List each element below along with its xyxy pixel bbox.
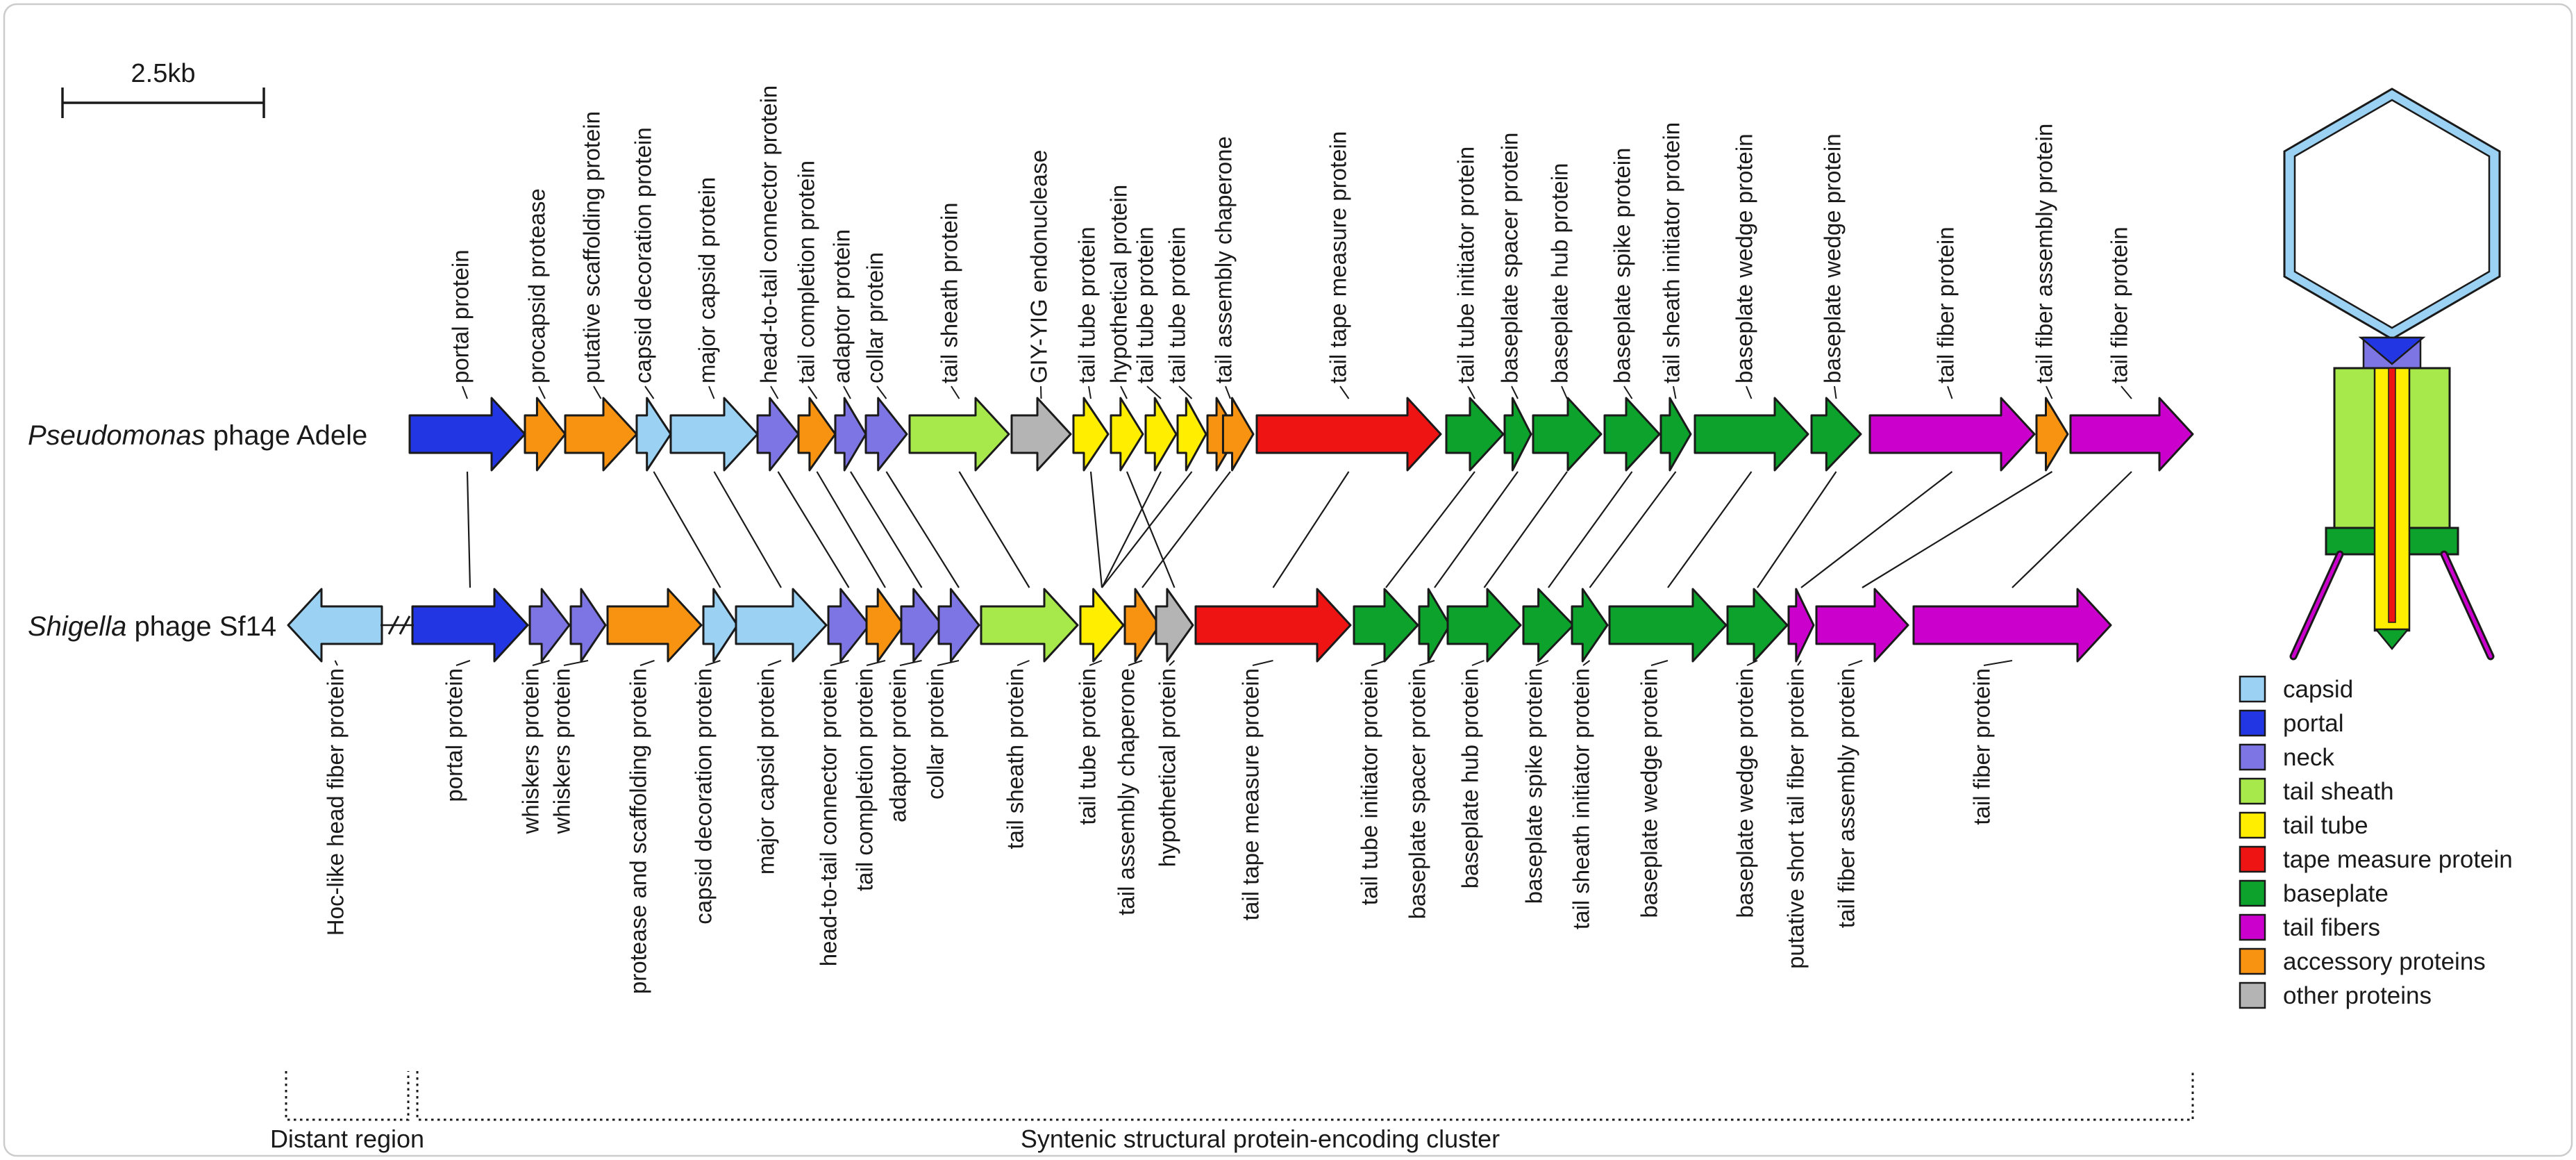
gene-label: baseplate wedge protein	[1636, 668, 1662, 918]
gene-label: putative short tail fiber protein	[1782, 668, 1809, 969]
legend-swatch	[2240, 779, 2265, 804]
gene-label: tail fiber protein	[2106, 226, 2132, 383]
gene-label: tail completion protein	[793, 160, 819, 383]
legend-swatch	[2240, 949, 2265, 974]
gene-label: baseplate wedge protein	[1819, 133, 1846, 383]
gene-label: protease and scaffolding protein	[625, 668, 651, 995]
legend-label: accessory proteins	[2283, 948, 2486, 975]
gene-label: putative scaffolding protein	[578, 111, 605, 383]
bracket-label: Syntenic structural protein-encoding cluster	[1020, 1125, 1500, 1153]
legend-label: tail sheath	[2283, 778, 2394, 805]
label-leader-line	[1041, 386, 1042, 399]
gene-label: capsid decoration protein	[630, 127, 656, 383]
gene-label: tail fiber protein	[1932, 226, 1959, 383]
legend-swatch	[2240, 915, 2265, 940]
gene-label: tail assembly chaperone	[1113, 668, 1139, 915]
gene-label: baseplate spacer protein	[1496, 132, 1523, 383]
legend-swatch	[2240, 881, 2265, 906]
gene-label: tail sheath protein	[936, 202, 962, 383]
legend-label: tail fibers	[2283, 914, 2381, 941]
gene-label: tail tube protein	[1132, 226, 1158, 383]
bracket-label: Distant region	[269, 1125, 425, 1153]
legend-label: tape measure protein	[2283, 846, 2513, 873]
gene-label: capsid decoration protein	[690, 668, 717, 925]
gene-label: tail fiber protein	[1968, 668, 1995, 825]
gene-label: baseplate wedge protein	[1731, 133, 1757, 383]
gene-label: head-to-tail connector protein	[755, 85, 782, 383]
gene-label: whiskers protein	[549, 668, 575, 834]
gene-label: collar protein	[862, 252, 888, 383]
gene-label: tail sheath initiator protein	[1658, 122, 1684, 383]
gene-label: adaptor protein	[885, 668, 911, 822]
species-label-adele: Pseudomonas phage Adele	[28, 420, 368, 451]
phage-tape-measure	[2389, 368, 2395, 622]
legend-swatch	[2240, 711, 2265, 736]
gene-label: hypothetical protein	[1154, 668, 1180, 868]
gene-label: tail tube protein	[1073, 226, 1100, 383]
legend-label: capsid	[2283, 676, 2354, 703]
legend-swatch	[2240, 847, 2265, 872]
gene-label: procapsid protease	[524, 188, 550, 383]
gene-label: baseplate spacer protein	[1404, 668, 1430, 920]
gene-label: tail fiber assembly protein	[2031, 123, 2057, 383]
gene-label: tail tube protein	[1164, 226, 1190, 383]
gene-label: major capsid protein	[694, 176, 720, 383]
gene-label: tail fiber assembly protein	[1833, 668, 1859, 929]
gene-label: Hoc-like head fiber protein	[322, 668, 349, 936]
legend-swatch	[2240, 745, 2265, 770]
legend-label: neck	[2283, 744, 2334, 771]
gene-label: baseplate spike protein	[1609, 147, 1635, 383]
gene-label: baseplate hub protein	[1457, 668, 1483, 889]
gene-label: tail sheath protein	[1002, 668, 1028, 850]
gene-label: tail tube protein	[1074, 668, 1101, 825]
gene-label: hypothetical protein	[1105, 184, 1132, 383]
scale-bar-label: 2.5kb	[131, 59, 196, 88]
gene-label: portal protein	[441, 668, 467, 802]
gene-label: baseplate spike protein	[1521, 668, 1547, 904]
legend-label: baseplate	[2283, 880, 2389, 907]
gene-label: baseplate hub protein	[1546, 163, 1573, 383]
gene-label: tail completion protein	[851, 668, 878, 892]
gene-label: tail tube initiator protein	[1356, 668, 1382, 906]
gene-label: major capsid protein	[753, 668, 779, 875]
legend-label: portal	[2283, 710, 2344, 737]
legend-swatch	[2240, 983, 2265, 1008]
legend-swatch	[2240, 677, 2265, 702]
gene-label: tail sheath initiator protein	[1568, 668, 1594, 930]
gene-label: GIY-YIG endonuclease	[1026, 149, 1052, 383]
gene-label: head-to-tail connector protein	[815, 668, 842, 967]
species-label-sf14: Shigella phage Sf14	[28, 611, 277, 642]
gene-label: tail tube initiator protein	[1453, 146, 1479, 383]
gene-label: adaptor protein	[828, 229, 855, 383]
legend-label: other proteins	[2283, 982, 2432, 1009]
gene-label: tail tape measure protein	[1237, 668, 1264, 921]
gene-label: portal protein	[447, 249, 474, 383]
gene-label: collar protein	[922, 668, 948, 799]
legend-label: tail tube	[2283, 812, 2368, 839]
gene-label: tail assembly chaperone	[1210, 136, 1237, 383]
legend-swatch	[2240, 813, 2265, 838]
gene-label: baseplate wedge protein	[1732, 668, 1758, 918]
gene-label: whiskers protein	[517, 668, 544, 834]
gene-label: tail tape measure protein	[1325, 131, 1351, 383]
